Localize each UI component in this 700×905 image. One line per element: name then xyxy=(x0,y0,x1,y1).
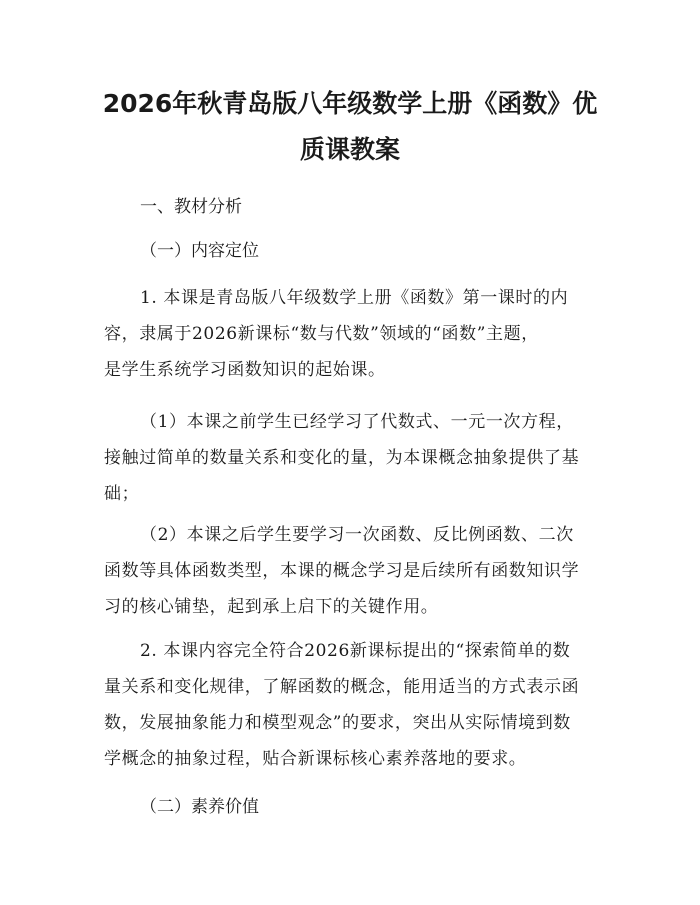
subsection-heading-literacy-value: （二）素养价值 xyxy=(140,797,259,817)
document-title-line-2: 质课教案 xyxy=(299,135,400,164)
paragraph-3 xyxy=(104,517,604,625)
paragraph-2-line-2: 接触过简单的数量关系和变化的量，为本课概念抽象提供了基 xyxy=(104,448,580,468)
section-heading-textbook-analysis: 一、教材分析 xyxy=(140,197,242,217)
paragraph-1-line-1: 1. 本课是青岛版八年级数学上册《函数》第一课时的内 xyxy=(140,288,569,308)
paragraph-3-line-1: （2）本课之后学生要学习一次函数、反比例函数、二次 xyxy=(140,525,574,545)
subsection-heading-content-positioning: （一）内容定位 xyxy=(140,241,259,261)
paragraph-3-line-2: 函数等具体函数类型，本课的概念学习是后续所有函数知识学 xyxy=(104,561,580,581)
paragraph-1-line-2: 容，隶属于2026新课标“数与代数”领域的“函数”主题， xyxy=(104,324,539,344)
paragraph-1 xyxy=(104,280,604,388)
paragraph-4-line-2: 量关系和变化规律，了解函数的概念，能用适当的方式表示函 xyxy=(104,677,580,697)
paragraph-3-line-3: 习的核心铺垫，起到承上启下的关键作用。 xyxy=(104,597,439,617)
paragraph-2-line-3: 础； xyxy=(104,484,140,504)
paragraph-2-line-1: （1）本课之前学生已经学习了代数式、一元一次方程， xyxy=(140,412,574,432)
paragraph-4-line-1: 2. 本课内容完全符合2026新课标提出的“探索简单的数 xyxy=(140,641,571,661)
paragraph-4-line-3: 数，发展抽象能力和模型观念”的要求，突出从实际情境到数 xyxy=(104,713,571,733)
paragraph-4 xyxy=(104,633,604,777)
paragraph-4-line-4: 学概念的抽象过程，贴合新课标核心素养落地的要求。 xyxy=(104,749,527,769)
document-title-line-1: 2026年秋青岛版八年级数学上册《函数》优 xyxy=(102,89,598,118)
paragraph-2 xyxy=(104,404,604,512)
paragraph-1-line-3: 是学生系统学习函数知识的起始课。 xyxy=(104,360,386,380)
